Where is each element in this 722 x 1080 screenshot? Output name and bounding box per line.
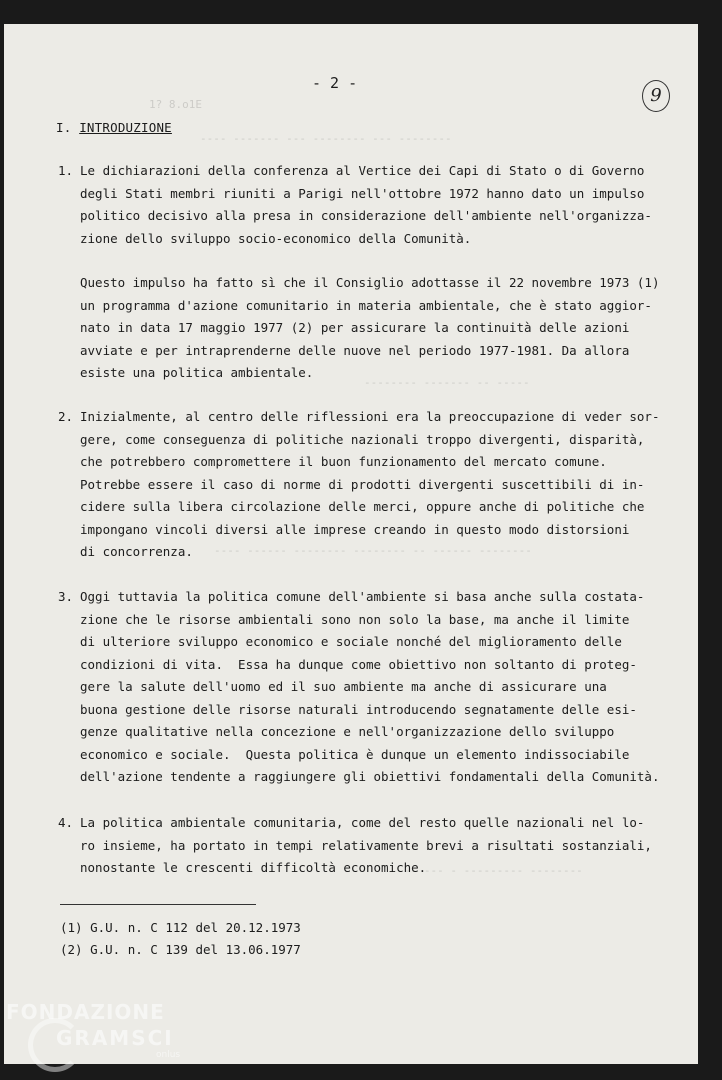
text-line: economico e sociale. Questa politica è dunque un elemento indissociabile [80, 746, 630, 762]
text-line: buona gestione delle risorse naturali introducendo segnatamente delle esi- [80, 701, 637, 717]
watermark-g-logo-icon [28, 1018, 82, 1072]
section-number: I. [56, 120, 72, 135]
paragraph-4 [58, 812, 658, 880]
footnote-divider [60, 904, 256, 905]
text-line: nato in data 17 maggio 1977 (2) per assicurare la continuità delle azioni [80, 320, 630, 335]
page-number: - 2 - [312, 74, 358, 92]
paragraph-2 [58, 406, 658, 564]
text-line: impongano vincoli diversi alle imprese creando in questo modo distorsioni [80, 521, 630, 537]
watermark-line-2: GRAMSCI [56, 1026, 174, 1050]
handwritten-page-number: 9 [642, 80, 670, 112]
paragraph-1 [58, 160, 658, 250]
fondazione-gramsci-watermark [6, 1000, 206, 1060]
paragraph-3 [58, 586, 658, 789]
document-page [4, 24, 698, 1064]
text-line: condizioni di vita. Essa ha dunque come obiettivo non soltanto di proteg- [80, 656, 637, 672]
bleed-through-text: -- --- - --------- -------- [404, 864, 583, 877]
text-line: gere la salute dell'uomo ed il suo ambiente ma anche di assicurare una [80, 679, 607, 694]
footnote-2: (2) G.U. n. C 139 del 13.06.1977 [60, 942, 301, 957]
text-line: La politica ambientale comunitaria, come del resto quelle nazionali nel lo- [80, 815, 645, 830]
footnote-1: (1) G.U. n. C 112 del 20.12.1973 [60, 920, 301, 935]
watermark-suffix: onlus [156, 1050, 181, 1060]
text-line: ro insieme, ha portato in tempi relativamente brevi a risultati sostanziali, [80, 837, 652, 853]
text-line: zione che le risorse ambientali sono non solo la base, ma anche il limite [80, 611, 630, 627]
text-line: Questo impulso ha fatto sì che il Consiglio adottasse il 22 novembre 1973 (1) [80, 275, 660, 290]
section-heading [56, 120, 172, 135]
text-line: avviate e per intraprenderne delle nuove nel periodo 1977-1981. Da allora [80, 342, 630, 358]
text-line: di ulteriore sviluppo economico e sociale nonché del miglioramento delle [80, 634, 622, 649]
text-line: genze qualitative nella concezione e nell'organizzazione dello sviluppo [80, 724, 615, 739]
text-line: degli Stati membri riuniti a Parigi nell'ottobre 1972 hanno dato un impulso [80, 185, 645, 201]
text-line: di concorrenza. [80, 544, 193, 559]
watermark-line-1: FONDAZIONE [6, 1000, 165, 1024]
paragraph-1-continued [58, 272, 658, 385]
bleed-through-text: ---- ------- --- -------- --- -------- [200, 132, 452, 145]
bleed-through-text: ---- ------ -------- -------- -- ------ -------- [214, 544, 532, 557]
text-line: zione dello sviluppo socio-economico della Comunità. [80, 230, 472, 246]
text-line: Potrebbe essere il caso di norme di prodotti divergenti suscettibili di in- [80, 476, 645, 492]
text-line: Inizialmente, al centro delle riflessioni era la preoccupazione di veder sor- [80, 409, 660, 424]
text-line: gere, come conseguenza di politiche nazionali troppo divergenti, disparità, [80, 431, 645, 447]
text-line: dell'azione tendente a raggiungere gli obiettivi fondamentali della Comunità. [80, 769, 660, 784]
paragraph-number: 3. [58, 589, 74, 604]
paragraph-number: 1. [58, 163, 74, 178]
paragraph-number: 2. [58, 409, 74, 424]
text-line: nonostante le crescenti difficoltà economiche. [80, 860, 427, 875]
text-line: politico decisivo alla presa in considerazione dell'ambiente nell'organizza- [80, 208, 652, 223]
text-line: Oggi tuttavia la politica comune dell'ambiente si basa anche sulla costata- [80, 589, 645, 604]
text-line: un programma d'azione comunitario in materia ambientale, che è stato aggior- [80, 297, 652, 313]
text-line: esiste una politica ambientale. [80, 365, 314, 380]
text-line: che potrebbero compromettere il buon funzionamento del mercato comune. [80, 454, 607, 469]
section-title: INTRODUZIONE [79, 120, 172, 135]
bleed-through-text: -------- ------- -- ----- [364, 376, 530, 389]
text-line: Le dichiarazioni della conferenza al Vertice dei Capi di Stato o di Governo [80, 163, 645, 178]
text-line: cidere sulla libera circolazione delle merci, oppure anche di politiche che [80, 499, 645, 514]
bleed-through-text: 1? 8.o1E [149, 98, 202, 111]
paragraph-number: 4. [58, 815, 74, 830]
